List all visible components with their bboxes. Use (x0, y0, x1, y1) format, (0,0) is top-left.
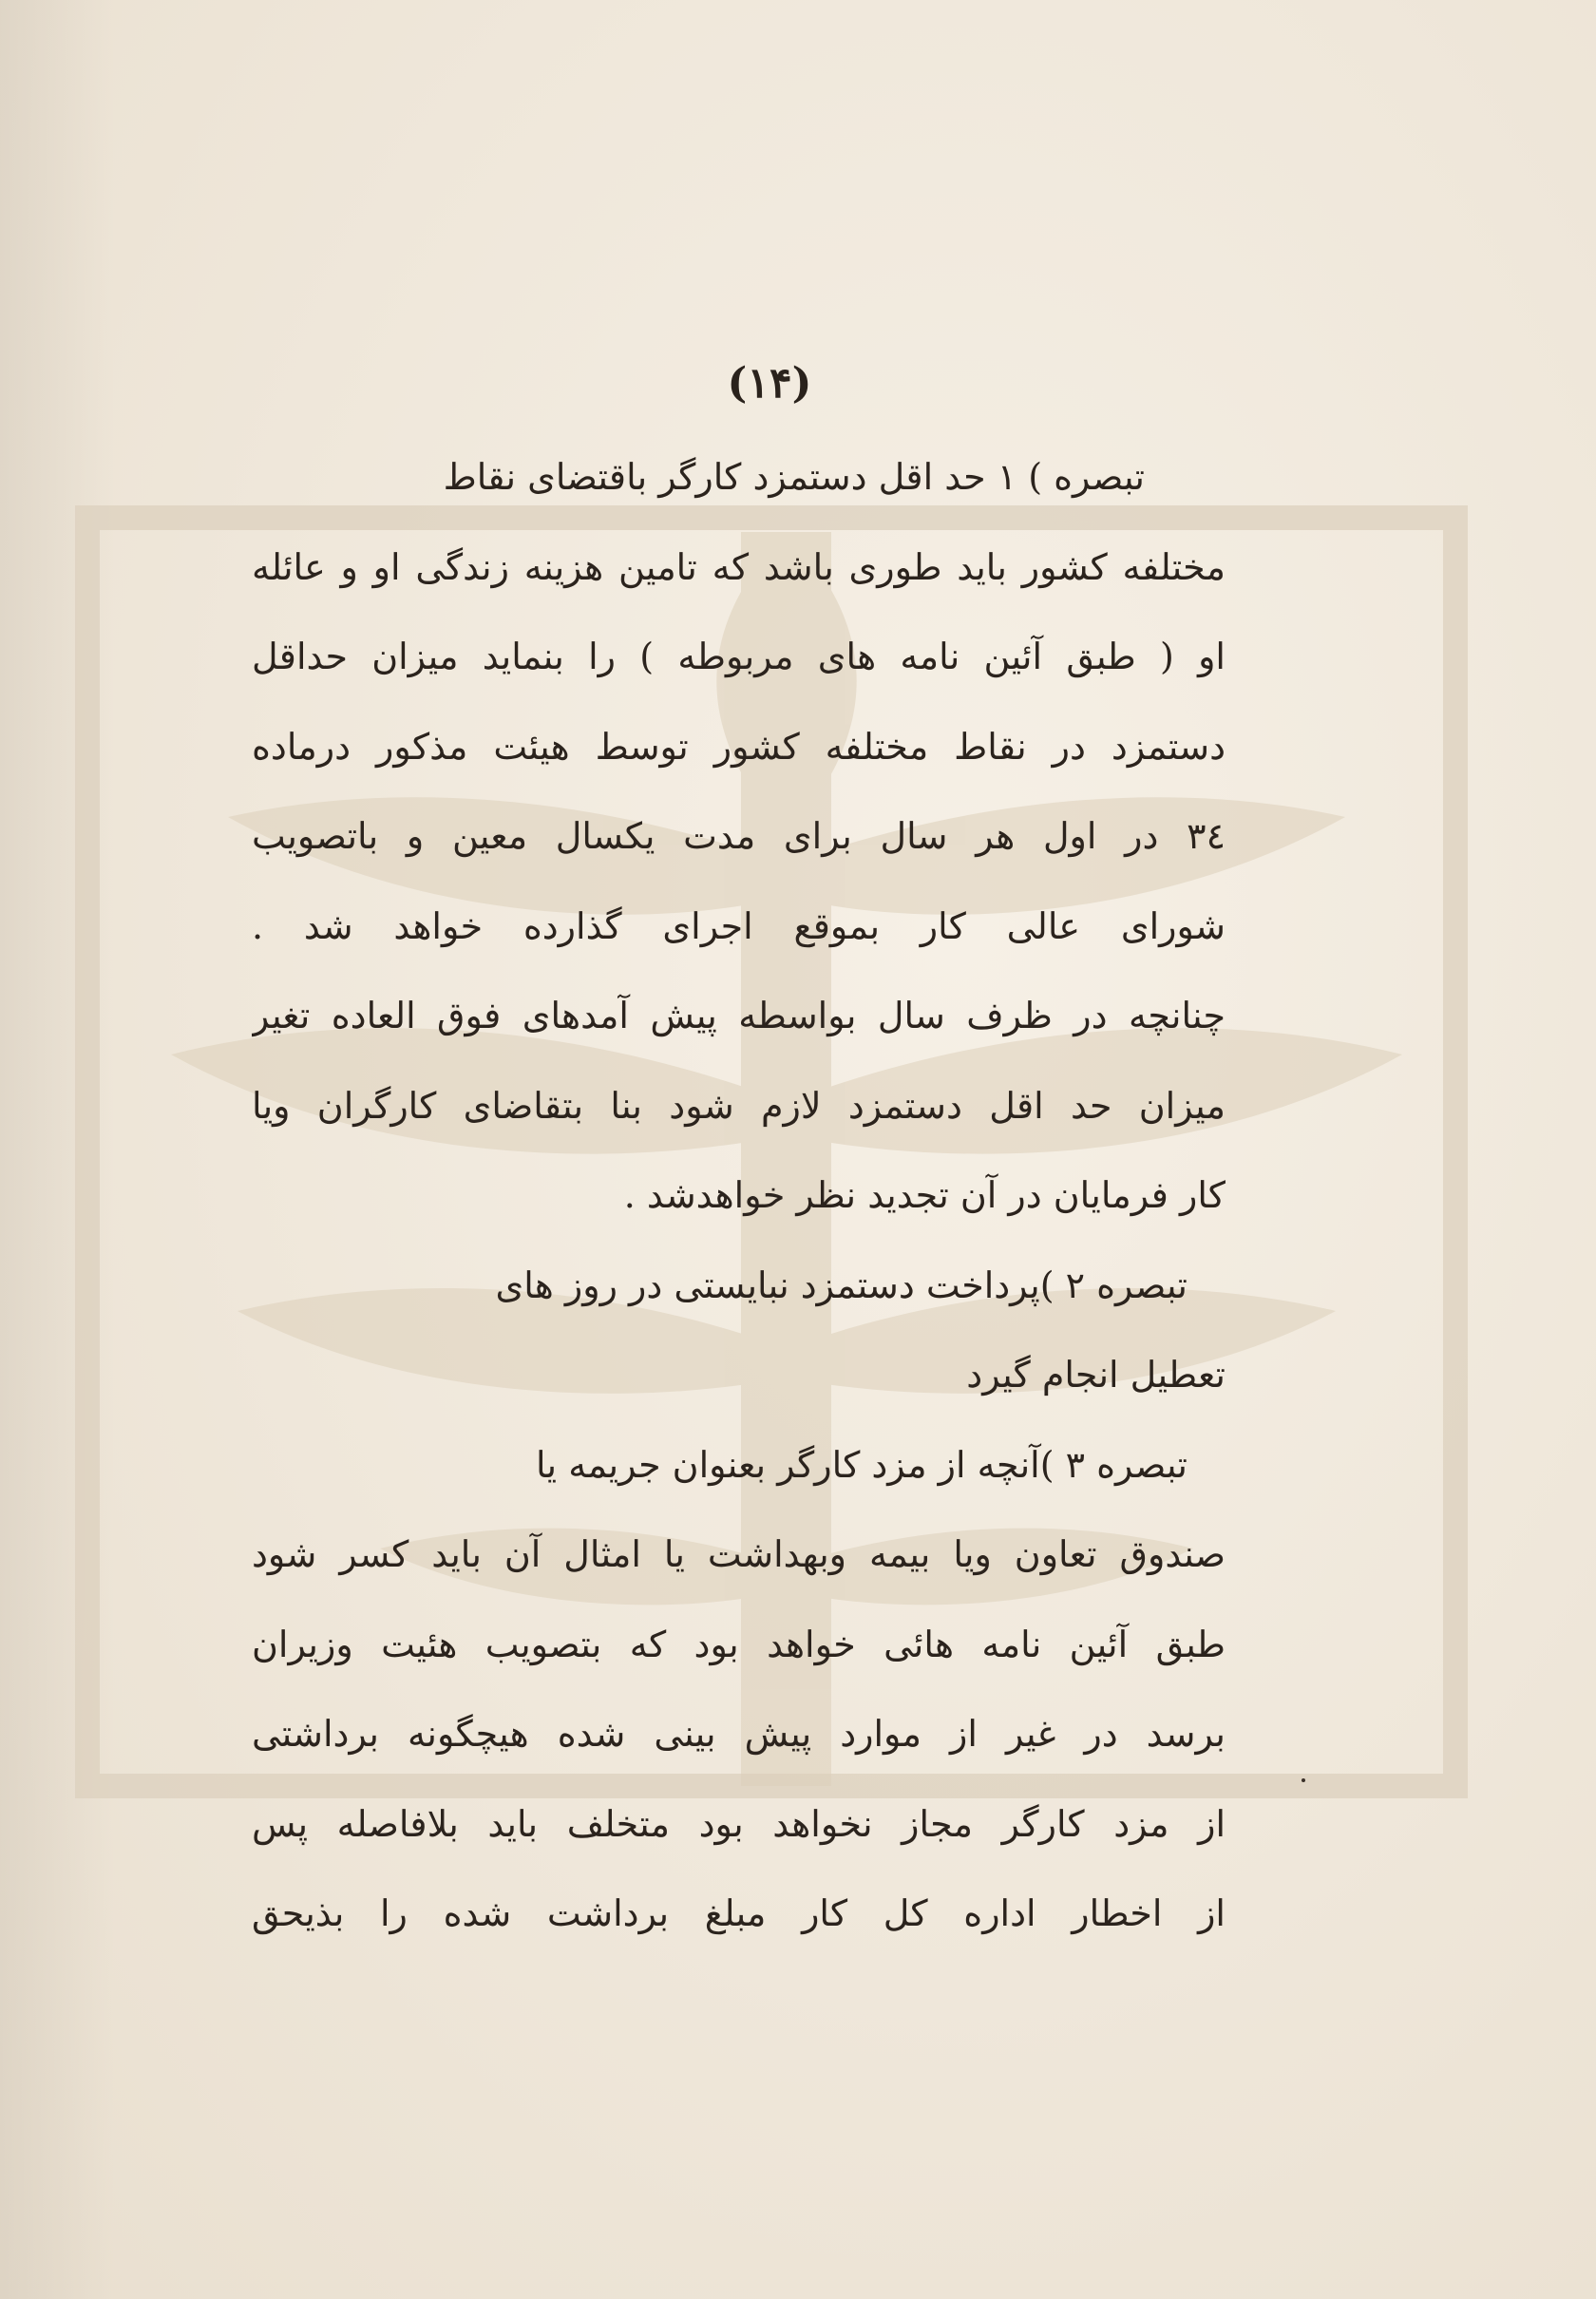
text-line: دستمزد در نقاط مختلفه کشور توسط هیئت مذکور درماده (252, 725, 1226, 768)
text-line: ۳٤ در اول هر سال برای مدت یکسال معین و باتصویب (252, 815, 1226, 857)
text-line: شورای عالی کار بموقع اجرای گذارده خواهد شد . (252, 904, 1226, 947)
text-line: از اخطار اداره کل کار مبلغ برداشت شده را بذیحق (252, 1892, 1226, 1934)
text-line: تبصره ) ۱ حد اقل دستمزد کارگر باقتضای نقاط (443, 456, 1145, 498)
text-line: میزان حد اقل دستمزد لازم شود بنا بتقاضای کارگران ویا (252, 1084, 1226, 1127)
text-line: تبصره ۳ )آنچه از مزد کارگر بعنوان جریمه یا (535, 1443, 1188, 1486)
document-body (252, 432, 1226, 1959)
text-line: تعطیل انجام گیرد (966, 1354, 1226, 1396)
text-line: تبصره ۲ )پرداخت دستمزد نبایستی در روز های (495, 1264, 1188, 1306)
text-line: او ( طبق آئین نامه های مربوطه ) را بنماید میزان حداقل (252, 636, 1226, 677)
text-line: طبق آئین نامه هائی خواهد بود که بتصویب هئیت وزیران (252, 1623, 1226, 1665)
ink-speck (1302, 1778, 1305, 1782)
text-line: کار فرمایان در آن تجدید نظر خواهدشد . (623, 1174, 1226, 1216)
text-line: صندوق تعاون ویا بیمه وبهداشت یا امثال آن باید کسر شود (252, 1533, 1226, 1575)
text-line: برسد در غیر از موارد پیش بینی شده هیچگونه برداشتی (252, 1713, 1226, 1755)
text-line: مختلفه کشور باید طوری باشد که تامین هزینه زندگی او و عائله (252, 545, 1226, 588)
page-number: (۱۴) (727, 359, 812, 408)
text-line: چنانچه در ظرف سال بواسطه پیش آمدهای فوق العاده تغیر (252, 995, 1226, 1036)
text-line: از مزد کارگر مجاز نخواهد بود متخلف باید بلافاصله پس (252, 1802, 1226, 1845)
